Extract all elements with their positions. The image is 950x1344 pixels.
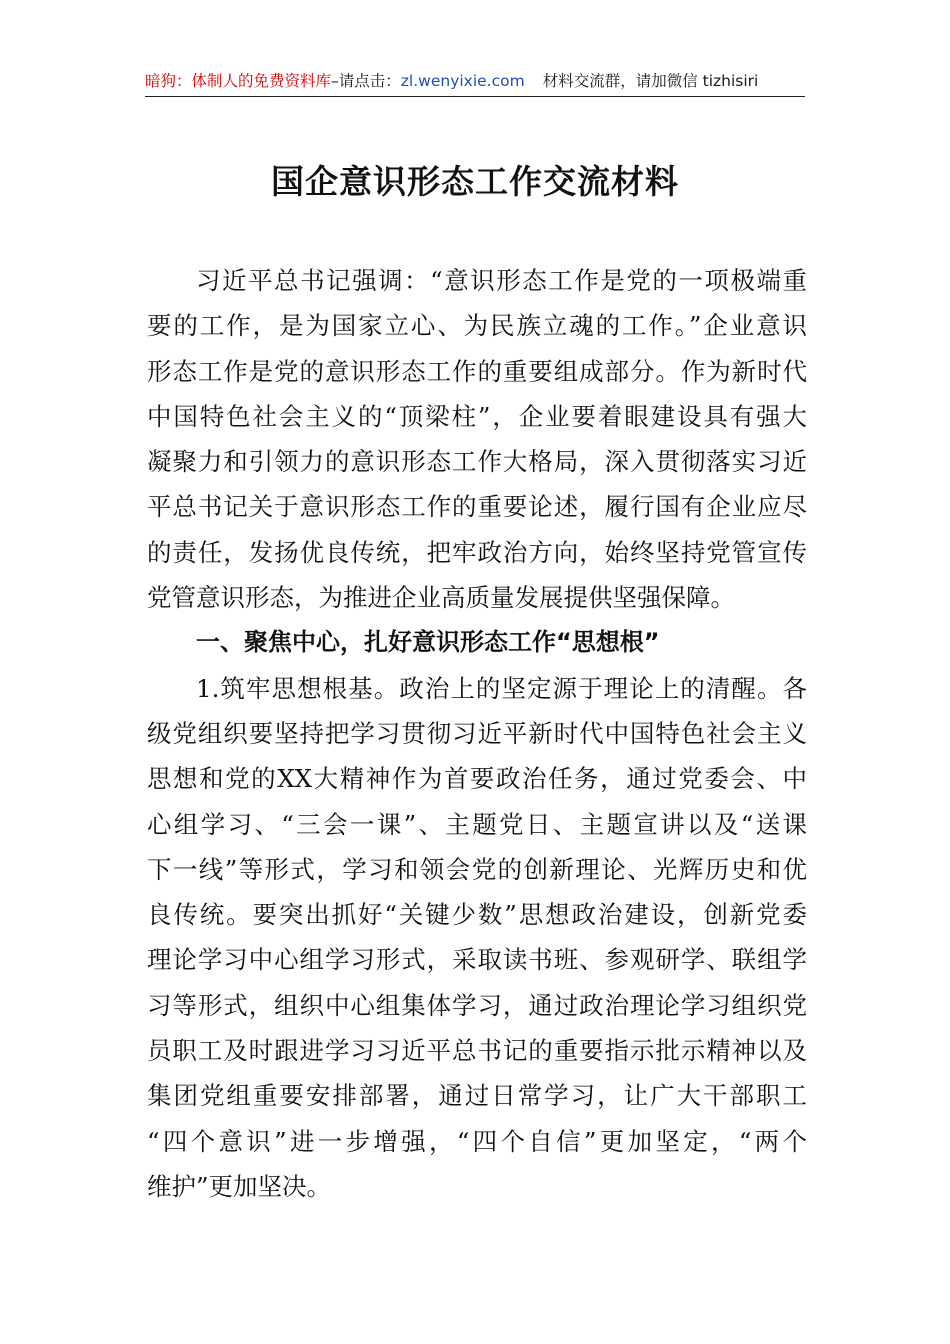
paragraph-line: “四个意识”进一步增强，“四个自信”更加坚定，“两个 [147, 1126, 807, 1156]
paragraph-line: 中国特色社会主义的“顶梁柱”，企业要着眼建设具有强大 [147, 401, 807, 431]
paragraph-line: 形态工作是党的意识形态工作的重要组成部分。作为新时代 [147, 356, 807, 386]
paragraph-line: 习近平总书记强调：“意识形态工作是党的一项极端重 [196, 266, 807, 295]
paragraph-line: 凝聚力和引领力的意识形态工作大格局，深入贯彻落实习近 [147, 447, 807, 477]
paragraph-line: 的责任，发扬优良传统，把牢政治方向，始终坚持党管宣传 [147, 537, 807, 567]
document-body [147, 258, 807, 1209]
header-brand-label: 暗狗：体制人的免费资料库 [145, 72, 332, 90]
paragraph-line: 理论学习中心组学习形式，采取读书班、参观研学、联组学 [147, 945, 807, 975]
header-spacer [525, 68, 543, 96]
paragraph-line: 党管意识形态，为推进企业高质量发展提供坚强保障。 [147, 583, 735, 613]
section-heading: 一、聚焦中心，扎好意识形态工作“思想根” [196, 628, 660, 657]
paragraph-line: 习等形式，组织中心组集体学习，通过政治理论学习组织党 [147, 990, 807, 1020]
paragraph-line: 要的工作，是为国家立心、为民族立魂的工作。”企业意识 [147, 311, 807, 341]
page-header [145, 68, 805, 97]
document-title: 国企意识形态工作交流材料 [271, 162, 679, 201]
paragraph-line: 良传统。要突出抓好“关键少数”思想政治建设，创新党委 [147, 900, 807, 930]
header-click-prompt: –请点击： [331, 72, 401, 90]
paragraph-line: 级党组织要坚持把学习贯彻习近平新时代中国特色社会主义 [147, 718, 807, 748]
paragraph-line: 平总书记关于意识形态工作的重要论述，履行国有企业应尽 [147, 492, 807, 522]
paragraph-line: 集团党组重要安排部署，通过日常学习，让广大干部职工 [147, 1081, 807, 1111]
paragraph-line: 心组学习、“三会一课”、主题党日、主题宣讲以及“送课 [147, 809, 807, 839]
paragraph-line: 下一线”等形式，学习和领会党的创新理论、光辉历史和优 [147, 854, 807, 884]
paragraph-line: 1.筑牢思想根基。政治上的坚定源于理论上的清醒。各 [196, 673, 807, 703]
paragraph-line: 维护”更加坚决。 [147, 1171, 332, 1201]
header-link[interactable]: zl.wenyixie.com [400, 72, 525, 90]
header-group-text: 材料交流群，请加微信 tizhisiri [542, 72, 759, 90]
paragraph-line: 员职工及时跟进学习习近平总书记的重要指示批示精神以及 [147, 1036, 807, 1066]
paragraph-line: 思想和党的XX大精神作为首要政治任务，通过党委会、中 [147, 764, 807, 794]
